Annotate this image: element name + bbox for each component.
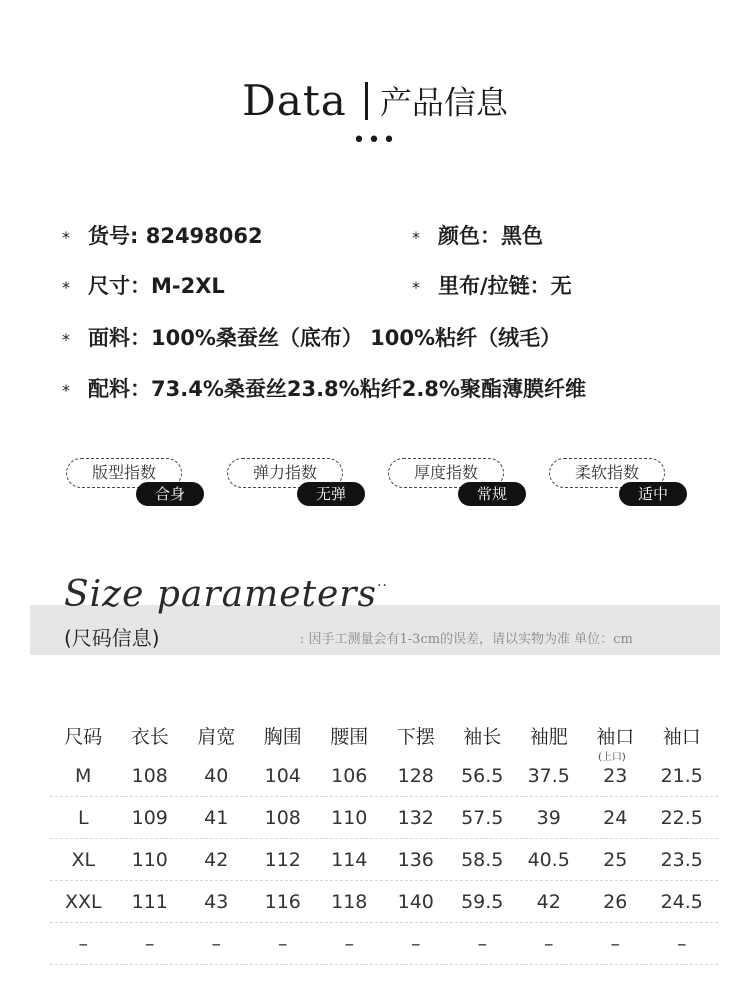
info-label: 尺寸： bbox=[88, 274, 151, 298]
table-cell: – bbox=[78, 932, 88, 955]
table-cell: 21.5 bbox=[660, 764, 703, 787]
table-cell: 136 bbox=[397, 848, 434, 871]
info-value: 73.4%桑蚕丝23.8%粘纤2.8%聚酯薄膜纤维 bbox=[151, 377, 586, 401]
table-cell: 42 bbox=[204, 848, 229, 871]
title-chinese: 产品信息 bbox=[379, 83, 508, 122]
index-value-badge: 适中 bbox=[619, 482, 687, 506]
index-name: 版型指数 bbox=[66, 458, 182, 488]
table-cell: 58.5 bbox=[461, 848, 504, 871]
table-header-cell: 下摆 bbox=[396, 725, 435, 748]
table-cell: 41 bbox=[204, 806, 229, 829]
table-cell: – bbox=[477, 932, 487, 955]
star-icon: * bbox=[412, 277, 420, 297]
title-latin: Data bbox=[242, 76, 347, 125]
table-cell: 23 bbox=[603, 764, 628, 787]
index-elasticity bbox=[227, 458, 367, 508]
table-header-cell: 袖长 bbox=[463, 725, 502, 748]
table-cell: 114 bbox=[331, 848, 368, 871]
table-cell: 132 bbox=[397, 806, 434, 829]
index-fit bbox=[66, 458, 206, 508]
size-section-subtitle: (尺码信息) bbox=[64, 626, 160, 650]
star-icon: * bbox=[412, 227, 420, 247]
table-cell: 108 bbox=[131, 764, 168, 787]
table-row bbox=[50, 923, 718, 965]
table-row bbox=[50, 797, 718, 839]
table-cell: L bbox=[77, 806, 89, 829]
table-cell: 37.5 bbox=[527, 764, 570, 787]
table-cell: 39 bbox=[536, 806, 561, 829]
size-section-title bbox=[64, 574, 388, 615]
info-label: 配料： bbox=[88, 377, 151, 401]
table-cell: 59.5 bbox=[461, 890, 504, 913]
table-cell: 106 bbox=[331, 764, 368, 787]
table-cell: – bbox=[145, 932, 155, 955]
table-cell: 111 bbox=[131, 890, 168, 913]
table-cell: 109 bbox=[131, 806, 168, 829]
table-cell: 112 bbox=[264, 848, 301, 871]
star-icon: * bbox=[62, 227, 70, 247]
table-cell: 110 bbox=[331, 806, 368, 829]
table-cell: 108 bbox=[264, 806, 301, 829]
star-icon: * bbox=[62, 329, 70, 349]
table-cell: 40.5 bbox=[527, 848, 570, 871]
table-cell: 23.5 bbox=[660, 848, 703, 871]
info-value: 100%桑蚕丝（底布） 100%粘纤（绒毛） bbox=[151, 326, 562, 350]
table-header-cell: 胸围 bbox=[263, 725, 302, 748]
table-header-cell: 衣长 bbox=[130, 725, 169, 748]
table-cell: 140 bbox=[397, 890, 434, 913]
table-header-cell: 袖肥 bbox=[529, 725, 568, 748]
index-name: 厚度指数 bbox=[388, 458, 504, 488]
table-cell: – bbox=[344, 932, 354, 955]
table-cell: M bbox=[75, 764, 92, 787]
star-icon: * bbox=[62, 277, 70, 297]
index-softness bbox=[549, 458, 689, 508]
table-row bbox=[50, 881, 718, 923]
table-cell: 110 bbox=[131, 848, 168, 871]
info-label: 里布/拉链： bbox=[438, 274, 551, 298]
info-label: 面料： bbox=[88, 326, 151, 350]
size-measurement-note: : 因手工测量会有1-3cm的误差，请以实物为准 单位：cm bbox=[300, 632, 633, 647]
title-divider bbox=[365, 82, 368, 120]
table-cell: – bbox=[677, 932, 687, 955]
table-header-cell: 肩宽 bbox=[197, 725, 236, 748]
info-label: 货号: bbox=[88, 224, 139, 248]
table-cell: 24.5 bbox=[660, 890, 703, 913]
info-item-lining bbox=[412, 270, 572, 300]
index-thickness bbox=[388, 458, 528, 508]
table-cell: 22.5 bbox=[660, 806, 703, 829]
table-header-cell: 腰围 bbox=[330, 725, 369, 748]
table-cell: 104 bbox=[264, 764, 301, 787]
table-cell: 118 bbox=[331, 890, 368, 913]
info-item-sku bbox=[62, 220, 263, 250]
table-cell: – bbox=[211, 932, 221, 955]
table-header-cell: 袖口 bbox=[662, 725, 701, 748]
table-cell: 43 bbox=[204, 890, 229, 913]
table-header-cell: 尺码 bbox=[64, 725, 103, 748]
info-item-color bbox=[412, 220, 543, 250]
table-cell: – bbox=[278, 932, 288, 955]
table-cell: 56.5 bbox=[461, 764, 504, 787]
table-cell: 24 bbox=[603, 806, 628, 829]
info-item-trim bbox=[62, 373, 586, 403]
index-value-badge: 合身 bbox=[136, 482, 204, 506]
info-item-fabric bbox=[62, 322, 561, 352]
table-cell: 128 bbox=[397, 764, 434, 787]
table-cell: – bbox=[544, 932, 554, 955]
star-icon: * bbox=[62, 380, 70, 400]
cuff-upper-note: (上口) bbox=[598, 752, 626, 763]
table-cell: 25 bbox=[603, 848, 628, 871]
index-value-badge: 无弹 bbox=[297, 482, 365, 506]
title-dots: ••• bbox=[352, 128, 398, 153]
info-value: M-2XL bbox=[151, 274, 225, 298]
table-cell: 26 bbox=[603, 890, 628, 913]
info-value: 无 bbox=[550, 274, 572, 298]
size-title-text: Size parameters bbox=[64, 574, 377, 615]
table-cell: – bbox=[411, 932, 421, 955]
table-row bbox=[50, 839, 718, 881]
table-cell: 40 bbox=[204, 764, 229, 787]
size-title-dots: .. bbox=[376, 574, 388, 590]
table-cell: 116 bbox=[264, 890, 301, 913]
info-label: 颜色： bbox=[438, 224, 501, 248]
page-title bbox=[0, 76, 750, 125]
info-item-size bbox=[62, 270, 225, 300]
index-name: 柔软指数 bbox=[549, 458, 665, 488]
table-header-cell: 袖口 bbox=[596, 725, 635, 748]
table-cell: 57.5 bbox=[461, 806, 504, 829]
index-name: 弹力指数 bbox=[227, 458, 343, 488]
table-cell: XL bbox=[71, 848, 96, 871]
table-cell: 42 bbox=[536, 890, 561, 913]
table-cell: – bbox=[610, 932, 620, 955]
info-value: 黑色 bbox=[501, 224, 543, 248]
info-value: 82498062 bbox=[145, 224, 263, 248]
index-value-badge: 常规 bbox=[458, 482, 526, 506]
table-cell: XXL bbox=[64, 890, 102, 913]
